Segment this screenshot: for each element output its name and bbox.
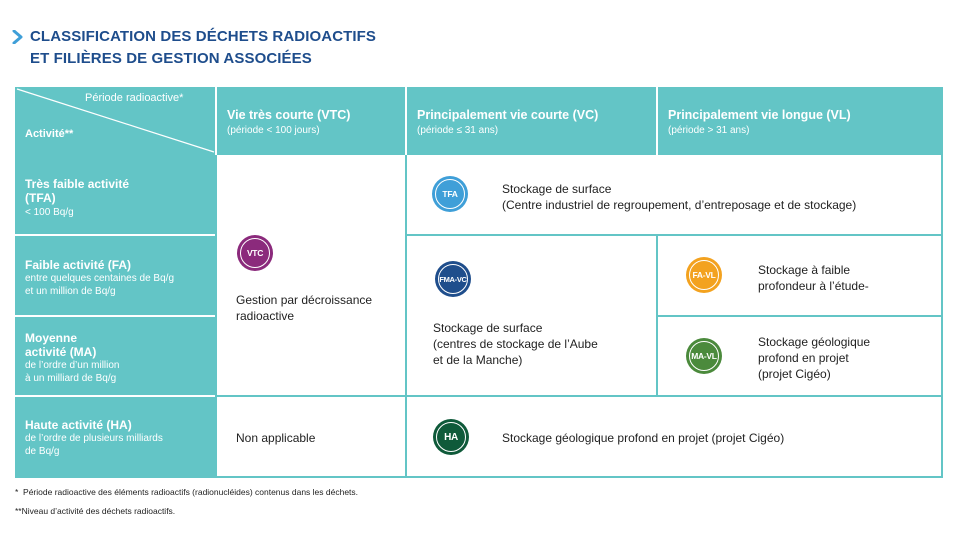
cell-tfa [407, 155, 941, 234]
row-divider [15, 395, 215, 397]
badge-fa-vl-icon: FA-VL [686, 257, 722, 293]
cell-ha [407, 397, 941, 476]
cell-fa-vl [658, 236, 941, 315]
footnote-activite: **Niveau d’activité des déchets radioactifs. [15, 506, 176, 516]
badge-vtc-icon: VTC [237, 235, 273, 271]
footnote-periode: * Période radioactive des éléments radioactifs (radionucléides) contenus dans les déchets. [15, 487, 359, 497]
ha-vtc-text: Non applicable [236, 431, 316, 445]
badge-ma-vl-icon: MA-VL [686, 338, 722, 374]
chevron-right-icon [12, 30, 24, 44]
title-line-2: ET FILIÈRES DE GESTION ASSOCIÉES [30, 50, 312, 67]
vtc-text: Gestion par décroissance radioactive [236, 293, 373, 323]
tfa-text: Stockage de surface (Centre industriel de regroupement, d’entreposage et de stockage) [502, 182, 857, 212]
ma-vl-text: Stockage géologique profond en projet (projet Cigéo) [758, 335, 871, 381]
badge-ha-icon: HA [433, 419, 469, 455]
cell-fma-vc [407, 236, 656, 395]
fma-vc-text: Stockage de surface (centres de stockage de l’Aube et de la Manche) [433, 321, 598, 367]
row-divider [15, 234, 215, 236]
classification-table: Période radioactive* Activité** Vie très courte (VTC) (période < 100 jours) Principalement vie courte (VC) (période ≤ 31 ans) Principalement vie longue (VL) (période > 31 ans) Très faible activité (TFA) < 100 Bq/g Faible activité (FA) entre quelques centaines de Bq/g et un million de Bq/g Moyenne activité (MA) de l’ordre d’un million à un milliard de Bq/g Haute activité (HA) de l’ordre de plusieurs milliards de Bq/g VTC Gestion par décroissance radioactive TFA Stockage de surface (Centre industriel de regroupement, d’entreposage et de stockage) FMA-VC Stockage de surface (centres de stockage de l’Aube et de la Manche) FA-VL Stockage à faible profondeur à l’étude- MA-VL Stockage géologique profond en projet (projet Cigéo) Non applicable HA Stockage géologique profond en projet (projet Cigéo) [15, 87, 943, 478]
cell-ma-vl [658, 317, 941, 395]
corner-activite-label: Activité** [25, 128, 74, 140]
row-divider [15, 315, 215, 317]
header-divider [656, 87, 658, 155]
title-line-1: CLASSIFICATION DES DÉCHETS RADIOACTIFS [30, 28, 377, 45]
badge-fma-vc-icon: FMA-VC [435, 261, 471, 297]
corner-periode-label: Période radioactive* [85, 92, 184, 104]
cell-ha-vtc [217, 397, 405, 476]
cell-vtc [217, 155, 405, 395]
badge-tfa-icon: TFA [432, 176, 468, 212]
fa-vl-text: Stockage à faible profondeur à l’étude- [758, 263, 869, 293]
ha-text: Stockage géologique profond en projet (projet Cigéo) [502, 431, 785, 445]
header-divider [215, 87, 217, 155]
header-divider [405, 87, 407, 155]
